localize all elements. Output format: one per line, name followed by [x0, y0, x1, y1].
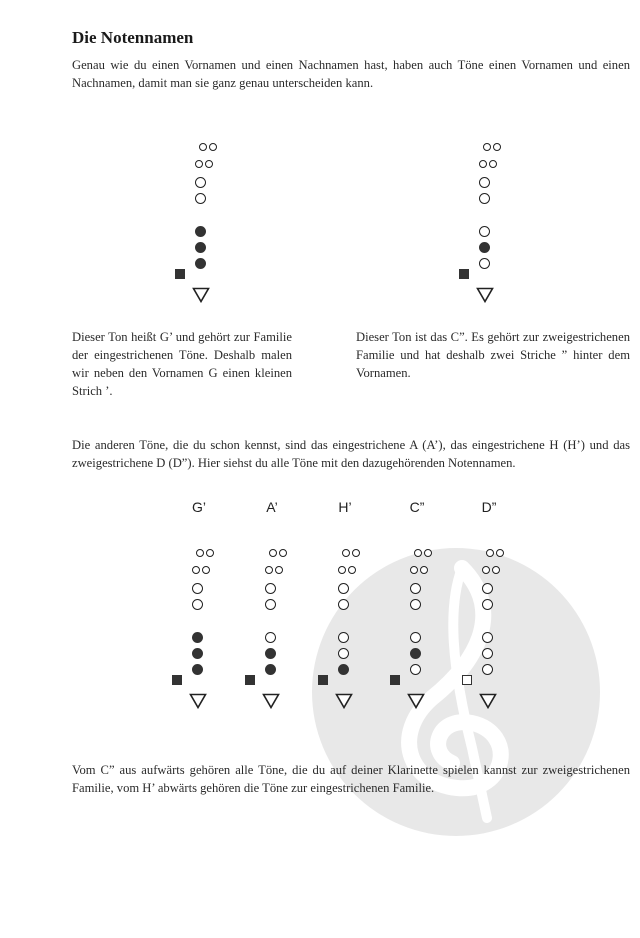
- tone-hole: [195, 193, 206, 204]
- tone-hole: [479, 193, 490, 204]
- tone-hole-open: [410, 632, 421, 643]
- small-hole: [489, 160, 497, 168]
- key-closed: [172, 675, 182, 685]
- small-hole: [269, 549, 277, 557]
- tone-hole: [195, 177, 206, 188]
- tone-hole-open: [479, 226, 490, 237]
- tone-hole-open: [338, 632, 349, 643]
- tone-hole: [410, 583, 421, 594]
- small-hole: [265, 566, 273, 574]
- small-hole: [352, 549, 360, 557]
- small-hole: [420, 566, 428, 574]
- tone-hole: [482, 583, 493, 594]
- small-hole: [195, 160, 203, 168]
- tone-hole: [265, 599, 276, 610]
- small-hole: [496, 549, 504, 557]
- bell-triangle-icon: [192, 287, 210, 303]
- tone-hole-closed: [192, 648, 203, 659]
- note-label: D”: [481, 499, 497, 515]
- tone-hole-closed: [265, 664, 276, 675]
- key-closed: [459, 269, 469, 279]
- tone-hole-open: [479, 258, 490, 269]
- tone-hole-closed: [195, 258, 206, 269]
- small-hole: [206, 549, 214, 557]
- tone-hole-closed: [192, 632, 203, 643]
- tone-hole: [338, 583, 349, 594]
- small-hole: [414, 549, 422, 557]
- other-notes-paragraph: Die anderen Töne, die du schon kennst, sind das eingestrichene A (A’), das eingestrichene H (H’) und das zweigestrichene D (D”). Hier siehst du alle Töne mit den dazugehörenden Notennamen.: [72, 438, 630, 470]
- bell-triangle-icon: [335, 693, 353, 709]
- key-closed: [245, 675, 255, 685]
- note-label: A’: [266, 499, 278, 515]
- note-label: H’: [338, 499, 352, 515]
- tone-hole: [192, 599, 203, 610]
- small-hole: [202, 566, 210, 574]
- outro-paragraph: Vom C” aus aufwärts gehören alle Töne, die du auf deiner Klarinette spielen kannst zur zweigestrichenen Familie, vom H’ abwärts gehören die Töne zur eingestrichenen Familie.: [72, 763, 630, 795]
- key-closed: [175, 269, 185, 279]
- page-title: Die Notennamen: [72, 28, 194, 47]
- tone-hole: [410, 599, 421, 610]
- tone-hole-closed: [338, 664, 349, 675]
- small-hole: [348, 566, 356, 574]
- tone-hole-closed: [195, 226, 206, 237]
- g-description: Dieser Ton heißt G’ und gehört zur Familie der eingestrichenen Töne. Deshalb malen wir neben den Vornamen G einen kleinen Strich ’.: [72, 330, 292, 398]
- c-description: Dieser Ton ist das C”. Es gehört zur zweigestrichenen Familie und hat deshalb zwei Striche ” hinter dem Vornamen.: [356, 330, 630, 380]
- small-hole: [196, 549, 204, 557]
- small-hole: [479, 160, 487, 168]
- small-hole: [205, 160, 213, 168]
- tone-hole: [192, 583, 203, 594]
- bell-triangle-icon: [476, 287, 494, 303]
- small-hole: [410, 566, 418, 574]
- bell-triangle-icon: [262, 693, 280, 709]
- tone-hole: [482, 599, 493, 610]
- tone-hole-open: [410, 664, 421, 675]
- small-hole: [482, 566, 490, 574]
- small-hole: [199, 143, 207, 151]
- tone-hole-closed: [410, 648, 421, 659]
- small-hole: [275, 566, 283, 574]
- small-hole: [424, 549, 432, 557]
- small-hole: [493, 143, 501, 151]
- tone-hole: [338, 599, 349, 610]
- tone-hole: [265, 583, 276, 594]
- tone-hole-open: [482, 632, 493, 643]
- small-hole: [492, 566, 500, 574]
- tone-hole-open: [482, 664, 493, 675]
- tone-hole-closed: [192, 664, 203, 675]
- bell-triangle-icon: [479, 693, 497, 709]
- small-hole: [486, 549, 494, 557]
- small-hole: [338, 566, 346, 574]
- key-closed: [318, 675, 328, 685]
- small-hole: [209, 143, 217, 151]
- bell-triangle-icon: [189, 693, 207, 709]
- note-label: G’: [192, 499, 206, 515]
- tone-hole-open: [338, 648, 349, 659]
- tone-hole-open: [265, 632, 276, 643]
- tone-hole-closed: [195, 242, 206, 253]
- small-hole: [342, 549, 350, 557]
- note-label: C”: [409, 499, 425, 515]
- key-closed: [390, 675, 400, 685]
- small-hole: [483, 143, 491, 151]
- tone-hole-closed: [479, 242, 490, 253]
- tone-hole: [479, 177, 490, 188]
- tone-hole-closed: [265, 648, 276, 659]
- tone-hole-open: [482, 648, 493, 659]
- small-hole: [279, 549, 287, 557]
- key-open: [462, 675, 472, 685]
- intro-paragraph: Genau wie du einen Vornamen und einen Nachnamen hast, haben auch Töne einen Vornamen und einen Nachnamen, damit man sie ganz genau unterscheiden kann.: [72, 58, 630, 90]
- bell-triangle-icon: [407, 693, 425, 709]
- small-hole: [192, 566, 200, 574]
